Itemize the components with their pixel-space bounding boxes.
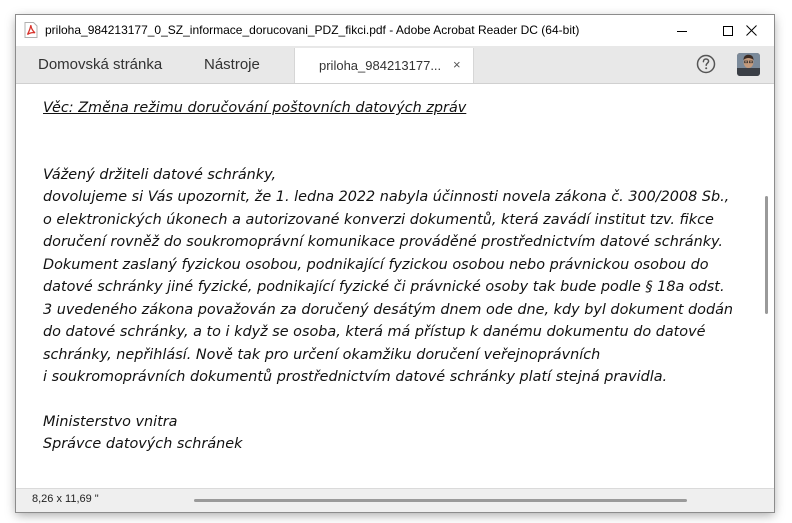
tab-tools[interactable]: Nástroje <box>204 56 260 73</box>
minimize-icon <box>677 26 687 36</box>
question-mark-circle-icon[interactable] <box>696 54 716 74</box>
title-bar[interactable] <box>16 15 774 46</box>
body-line: doručení rovněž do soukromoprávní komunikace prováděné prostřednictvím datové schránky. <box>43 234 723 250</box>
user-photo-icon <box>737 53 760 76</box>
document-greeting: Vážený držiteli datové schránky, <box>43 166 277 183</box>
document-page <box>43 97 735 456</box>
horizontal-scrollbar-thumb[interactable] <box>194 499 687 502</box>
body-line: do datové schránky, a to i když se osoba, která má přístup k danému dokumentu do datové <box>43 324 706 340</box>
minimize-button[interactable] <box>659 15 705 46</box>
body-line: schránky, nepřihlásí. Nově tak pro určení okamžiku doručení veřejnoprávních <box>43 346 601 363</box>
vertical-scrollbar-thumb[interactable] <box>765 196 768 314</box>
tab-home[interactable]: Domovská stránka <box>38 56 163 73</box>
adobe-acrobat-pdf-icon <box>24 22 38 38</box>
body-line: i soukromoprávních dokumentů prostřednictvím datové schránky platí stejná pravidla. <box>43 369 668 385</box>
body-line: 3 uvedeného zákona považován za doručený desátým dnem ode dne, kdy byl dokument dodán <box>43 301 734 318</box>
document-tab-label: priloha_984213177... <box>319 58 442 73</box>
document-view[interactable] <box>16 84 774 488</box>
document-subject: Věc: Změna režimu doručování poštovních datových zpráv <box>43 100 467 116</box>
body-line: o elektronických úkonech a autorizované konverzi dokumentů, která zavádí institut tzv. fikce <box>43 211 714 228</box>
signature-line: Ministerstvo vnitra <box>43 413 178 430</box>
body-line: dovolujeme si Vás upozornit, že 1. ledna 2022 nabyla účinnosti novela zákona č. 300/2008 Sb., <box>43 189 730 205</box>
body-line: datové schránky jiné fyzické, podnikající fyzické či právnické osoby tak bude podle § 18a odst. <box>43 279 725 295</box>
status-bar <box>16 488 774 512</box>
document-tab[interactable] <box>294 48 474 83</box>
close-window-button[interactable] <box>728 15 774 46</box>
horizontal-scrollbar[interactable] <box>136 495 761 506</box>
signature-line: Správce datových schránek <box>43 436 243 452</box>
page-size-readout: 8,26 x 11,69 " <box>32 493 99 505</box>
tab-bar <box>16 46 774 84</box>
body-line: Dokument zaslaný fyzickou osobou, podnikající fyzickou osobou nebo právnickou osobou do <box>43 256 709 273</box>
close-icon <box>746 25 757 36</box>
user-avatar[interactable] <box>737 53 760 76</box>
document-tab-close-button[interactable]: × <box>453 57 461 72</box>
acrobat-window <box>16 15 774 512</box>
window-title: priloha_984213177_0_SZ_informace_dorucovani_PDZ_fikci.pdf - Adobe Acrobat Reader DC (64-bit) <box>45 23 580 37</box>
